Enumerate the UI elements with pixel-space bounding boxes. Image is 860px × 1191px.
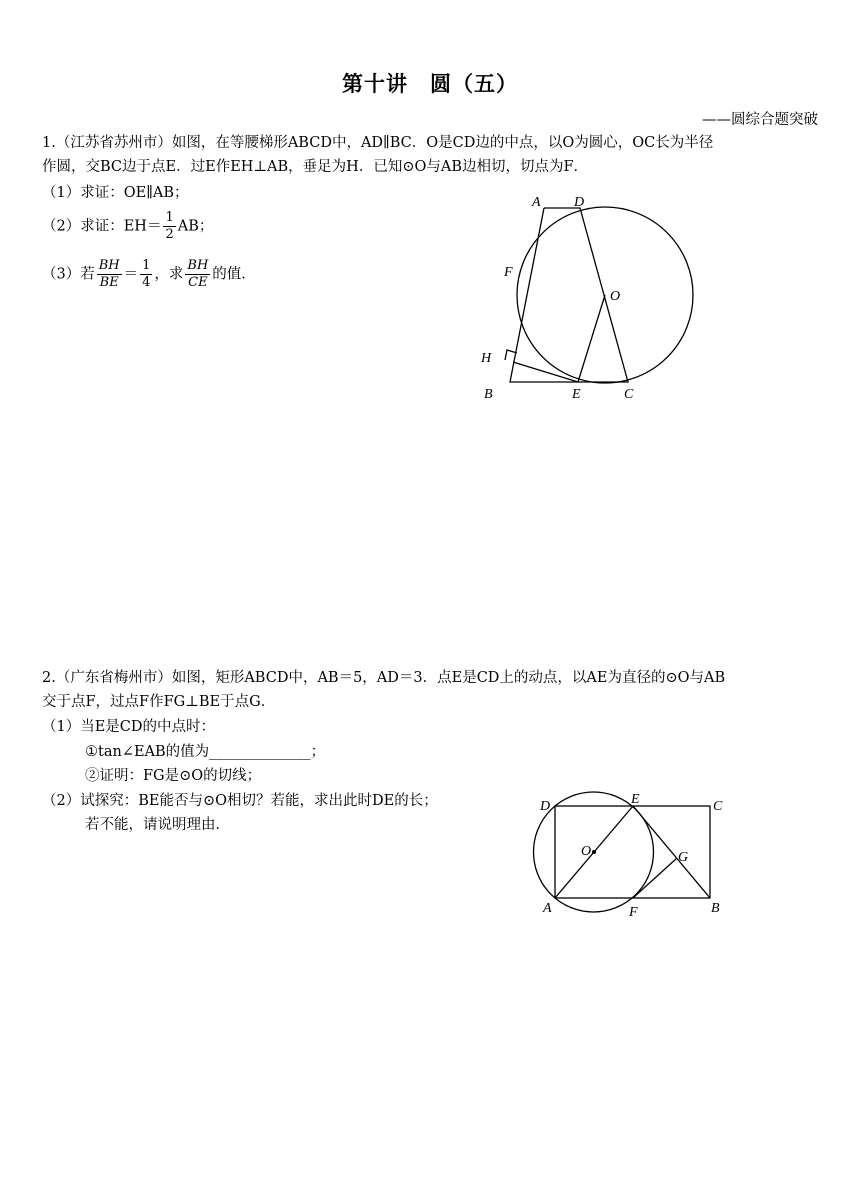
label-O: O bbox=[610, 289, 621, 304]
q2-prefix: （2）求证：EH＝ bbox=[42, 218, 162, 235]
label-C: C bbox=[624, 387, 634, 402]
q3-fraction-3 bbox=[185, 258, 210, 291]
label-A: A bbox=[532, 195, 541, 210]
q3-prefix: （3）若 bbox=[42, 266, 95, 283]
q3-f3-numerator: BH bbox=[187, 258, 209, 273]
figure-2-rectangle-circle bbox=[525, 790, 740, 925]
label-D: D bbox=[574, 195, 585, 210]
segment-eh bbox=[513, 362, 578, 382]
center-dot-o bbox=[592, 850, 596, 854]
q2-numerator: 1 bbox=[165, 210, 174, 225]
q3-fraction-1 bbox=[97, 258, 122, 291]
problem2-question1a: ①tan∠EAB的值为______________； bbox=[85, 744, 326, 760]
problem2-line2: 交于点F，过点F作FG⊥BE于点G． bbox=[42, 694, 276, 710]
q3-f2-numerator: 1 bbox=[142, 258, 151, 273]
q3-mid: ，求 bbox=[154, 266, 184, 283]
page-title: 第十讲 圆（五） bbox=[342, 72, 518, 96]
segment-fg bbox=[633, 858, 677, 898]
problem1-question2 bbox=[42, 210, 213, 243]
problem2-question1: （1）当E是CD的中点时： bbox=[42, 719, 216, 735]
q3-f1-numerator: BH bbox=[98, 258, 120, 273]
q3-fraction-2 bbox=[140, 258, 152, 291]
label-E: E bbox=[572, 387, 581, 402]
page-subtitle: ——圆综合题突破 bbox=[702, 112, 818, 128]
q2-denominator: 2 bbox=[165, 227, 174, 242]
q3-f2-denominator: 4 bbox=[142, 275, 151, 290]
label-O: O bbox=[581, 844, 592, 859]
label-B: B bbox=[484, 387, 493, 402]
label-G: G bbox=[678, 850, 689, 865]
label-F: F bbox=[629, 905, 638, 920]
problem1-line1: 1.（江苏省苏州市）如图，在等腰梯形ABCD中，AD∥BC．O是CD边的中点，以O为圆心，OC长为半径 bbox=[42, 135, 714, 151]
problem2-question2: （2）试探究：BE能否与⊙O相切？若能，求出此时DE的长； bbox=[42, 793, 438, 809]
problem2-question2b: 若不能，请说明理由． bbox=[85, 817, 230, 833]
q2-suffix: AB； bbox=[177, 218, 214, 235]
q3-equals: ＝ bbox=[123, 266, 139, 283]
label-F: F bbox=[504, 265, 513, 280]
label-C: C bbox=[713, 799, 723, 814]
problem1-line2: 作圆，交BC边于点E．过E作EH⊥AB，垂足为H．已知⊙O与AB边相切，切点为F． bbox=[42, 159, 589, 175]
label-B: B bbox=[711, 901, 720, 916]
problem2-question1b: ②证明：FG是⊙O的切线； bbox=[85, 768, 262, 784]
label-E: E bbox=[631, 792, 640, 807]
segment-oe bbox=[578, 295, 605, 382]
problem1-question1: （1）求证：OE∥AB； bbox=[42, 185, 189, 201]
label-H: H bbox=[481, 351, 492, 366]
q3-f1-denominator: BE bbox=[99, 275, 119, 290]
q3-f3-denominator: CE bbox=[188, 275, 208, 290]
problem2-line1: 2.（广东省梅州市）如图，矩形ABCD中，AB＝5，AD＝3．点E是CD上的动点，以AE为直径的⊙O与AB bbox=[42, 670, 726, 686]
q3-suffix: 的值． bbox=[212, 266, 256, 283]
label-A: A bbox=[543, 901, 552, 916]
q2-fraction bbox=[163, 210, 175, 243]
label-D: D bbox=[540, 799, 551, 814]
problem1-question3 bbox=[42, 258, 256, 291]
figure-1-trapezoid-circle bbox=[470, 190, 710, 410]
